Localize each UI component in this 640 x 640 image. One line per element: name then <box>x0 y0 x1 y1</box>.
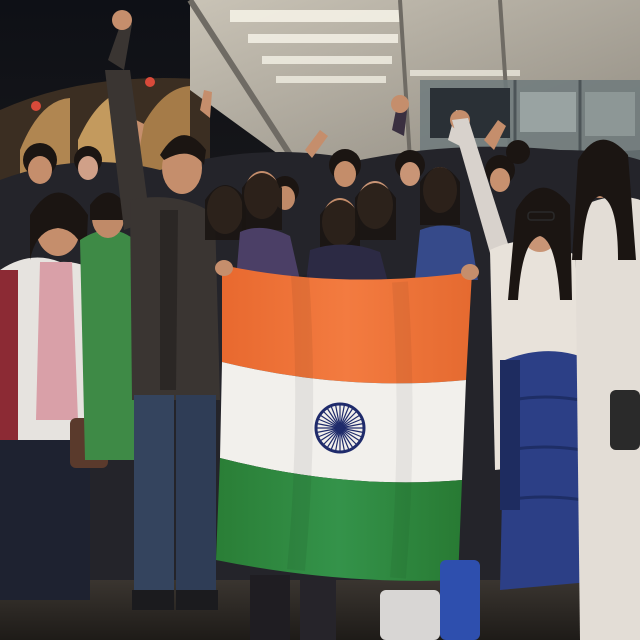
person-far-right <box>572 140 640 640</box>
indian-flag <box>215 260 479 581</box>
ashoka-chakra <box>316 404 364 452</box>
flag-saffron-band <box>222 265 472 383</box>
